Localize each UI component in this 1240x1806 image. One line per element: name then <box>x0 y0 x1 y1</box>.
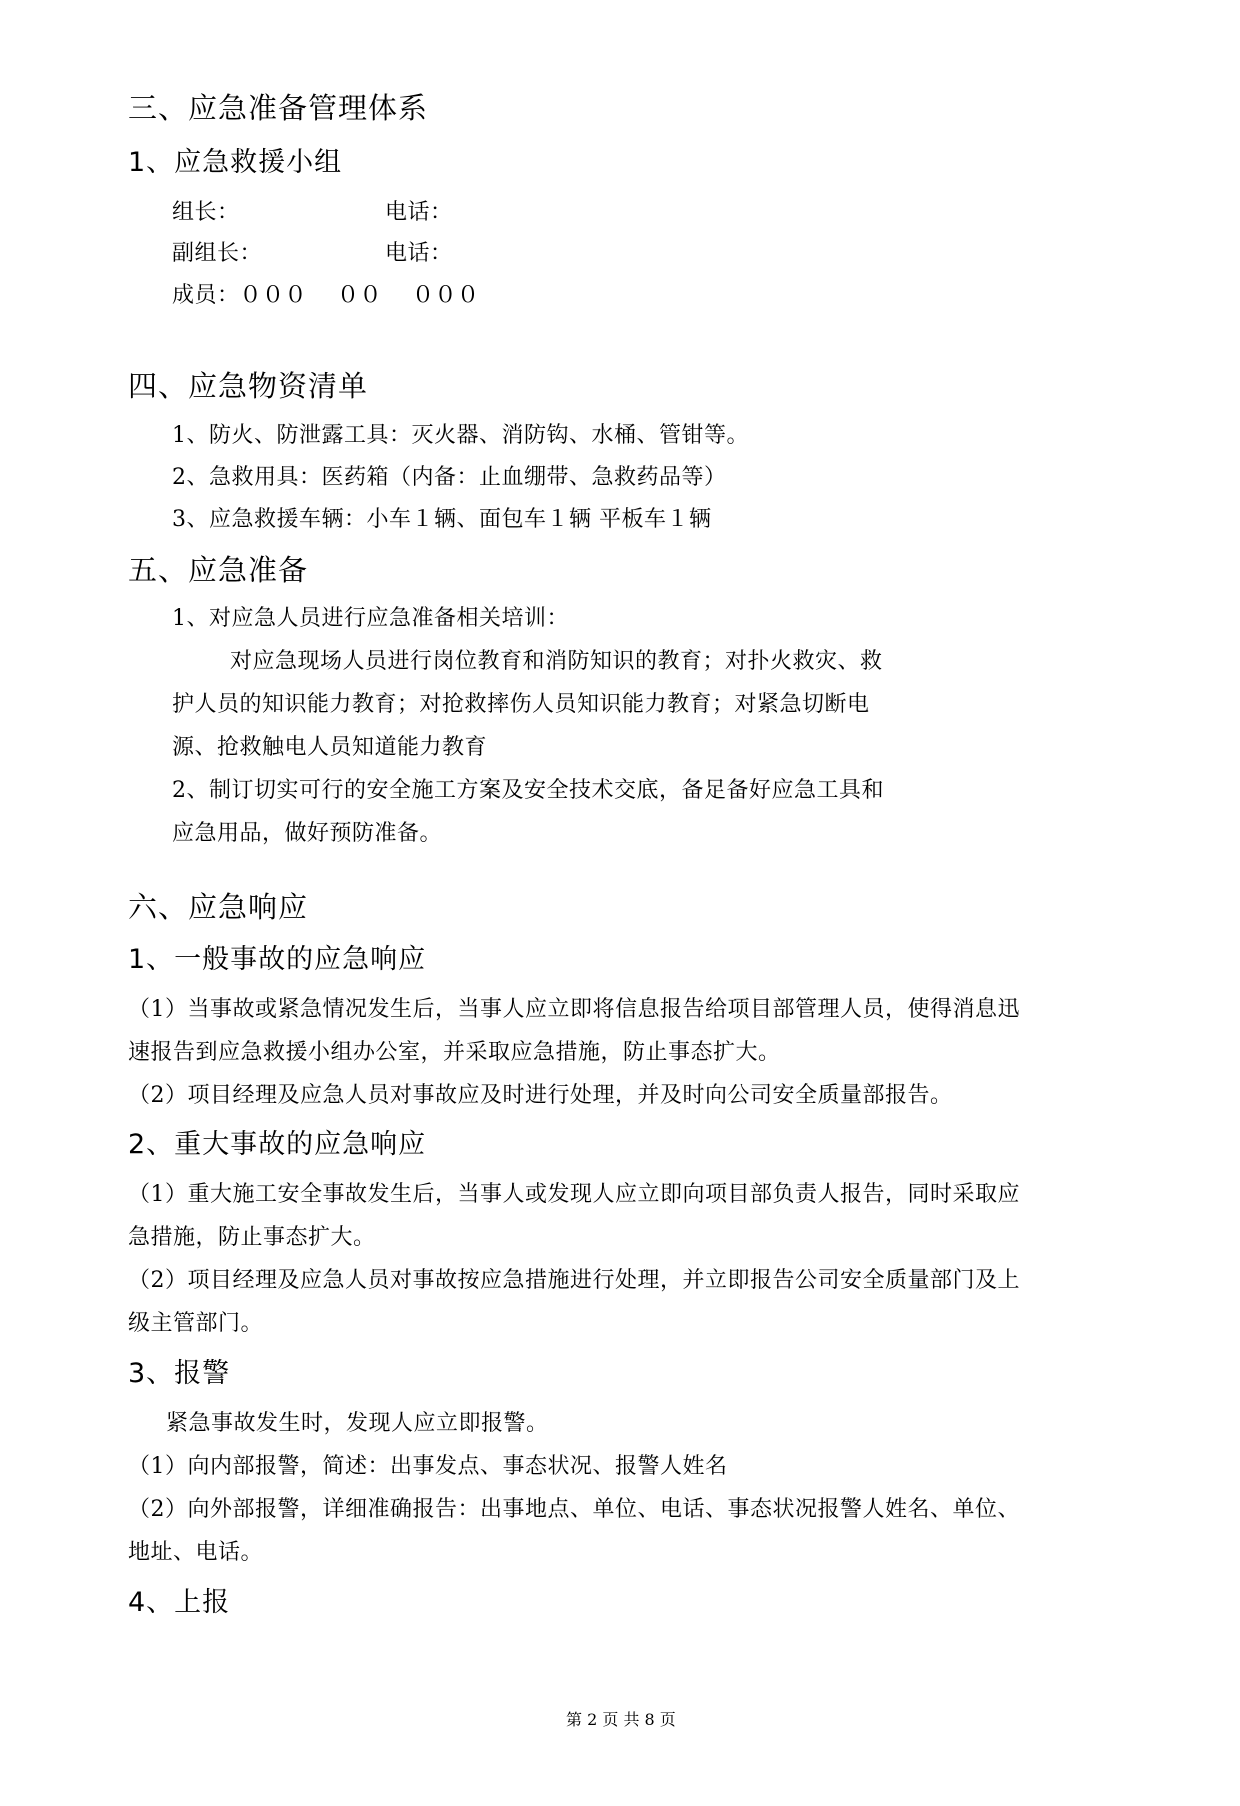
alarm-line: 紧急事故发生时，发现人应立即报警。 <box>166 1411 549 1436</box>
supply-item: 2、急救用具：医药箱（内备：止血绷带、急救药品等） <box>172 465 727 490</box>
leader-label: 组长： <box>172 200 240 225</box>
members-line: 成员：０００ ００ ０００ <box>172 283 480 308</box>
section-heading-5: 五、应急准备 <box>128 553 309 587</box>
preparation-line: 2、制订切实可行的安全施工方案及安全技术交底，备足备好应急工具和 <box>172 778 884 803</box>
preparation-line: 对应急现场人员进行岗位教育和消防知识的教育；对扑火救灾、救 <box>230 649 883 674</box>
subsection-heading-alarm: 3、报警 <box>128 1358 231 1389</box>
vice-leader-label: 副组长： <box>172 241 263 266</box>
preparation-line: 护人员的知识能力教育；对抢救摔伤人员知识能力教育；对紧急切断电 <box>172 692 870 717</box>
leader-phone-label: 电话： <box>385 200 453 225</box>
preparation-line: 应急用品，做好预防准备。 <box>172 821 443 846</box>
preparation-line: 1、对应急人员进行应急准备相关培训： <box>172 606 569 631</box>
supply-item: 1、防火、防泄露工具：灭火器、消防钩、水桶、管钳等。 <box>172 423 749 448</box>
alarm-line: 地址、电话。 <box>128 1540 264 1565</box>
response-line: 急措施，防止事态扩大。 <box>128 1225 376 1250</box>
alarm-line: （1）向内部报警，简述：出事发点、事态状况、报警人姓名 <box>128 1454 728 1479</box>
section-heading-4: 四、应急物资清单 <box>128 369 369 403</box>
subsection-heading-rescue-team: 1、应急救援小组 <box>128 147 343 178</box>
subsection-heading-general-response: 1、一般事故的应急响应 <box>128 944 427 975</box>
response-line: （1）重大施工安全事故发生后，当事人或发现人应立即向项目部负责人报告，同时采取应 <box>128 1182 1021 1207</box>
response-line: （2）项目经理及应急人员对事故按应急措施进行处理，并立即报告公司安全质量部门及上 <box>128 1268 1021 1293</box>
preparation-line: 源、抢救触电人员知道能力教育 <box>172 735 488 760</box>
subsection-heading-report: 4、上报 <box>128 1587 231 1618</box>
supply-item: 3、应急救援车辆：小车１辆、面包车１辆 平板车１辆 <box>172 507 712 532</box>
response-line: 级主管部门。 <box>128 1311 264 1336</box>
vice-leader-phone-label: 电话： <box>385 241 453 266</box>
section-heading-3: 三、应急准备管理体系 <box>128 91 429 125</box>
page-number: 第 2 页 共 8 页 <box>566 1710 676 1729</box>
response-line: （2）项目经理及应急人员对事故应及时进行处理，并及时向公司安全质量部报告。 <box>128 1083 953 1108</box>
response-line: （1）当事故或紧急情况发生后，当事人应立即将信息报告给项目部管理人员，使得消息迅 <box>128 997 1021 1022</box>
alarm-line: （2）向外部报警，详细准确报告：出事地点、单位、电话、事态状况报警人姓名、单位、 <box>128 1497 1021 1522</box>
response-line: 速报告到应急救援小组办公室，并采取应急措施，防止事态扩大。 <box>128 1040 781 1065</box>
subsection-heading-major-response: 2、重大事故的应急响应 <box>128 1129 427 1160</box>
section-heading-6: 六、应急响应 <box>128 890 309 924</box>
